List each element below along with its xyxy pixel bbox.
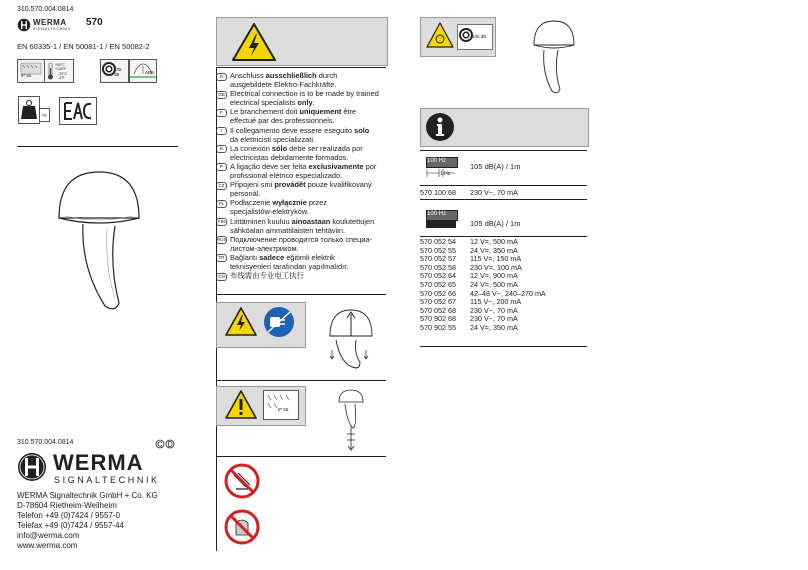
warning-text: profissional elétrico especializado.: [230, 171, 343, 181]
general-warning-icon: [224, 389, 258, 421]
standards-text: EN 60335-1 / EN 50081-1 / EN 50082-2: [17, 42, 150, 51]
warning-text: sadece: [259, 252, 285, 262]
article-number: 570 052 65: [420, 279, 456, 289]
warning-text: durch: [316, 71, 338, 80]
brand-large: WERMA: [53, 450, 144, 475]
voltage-current: 230 V~, 70 mA: [470, 188, 518, 197]
warning-text: por: [363, 161, 377, 171]
warning-text: Le branchement doit: [230, 107, 300, 117]
warning-text: 布线需由专业电工执行: [230, 271, 304, 281]
warning-text: personál.: [230, 189, 261, 199]
language-code-badge: I: [216, 127, 227, 135]
brand-small: WERMA: [33, 18, 67, 27]
address-line[interactable]: info@werma.com: [17, 531, 80, 540]
voltage-current: 24 V=, 350 mA: [470, 322, 518, 332]
warning-text: листом-электриком.: [230, 243, 299, 253]
ip-rating-small-icon: IP 55: [263, 390, 299, 420]
article-number: 570 052 57: [420, 254, 456, 264]
left-separator: [17, 146, 178, 147]
install-step-1: [216, 302, 386, 381]
warnings-list: [216, 67, 386, 295]
db-indicator-icon: 105 dB: [457, 24, 493, 50]
warning-item: [216, 107, 386, 125]
product-drawing-small: [528, 17, 576, 95]
install-step-2: [216, 386, 386, 457]
warning-text: solo: [354, 125, 370, 135]
warning-item: [216, 126, 386, 144]
warning-header-box: [216, 17, 388, 66]
warning-item: [216, 217, 386, 235]
warning-text: Připojeni smi: [230, 180, 275, 190]
warning-text: koulutettujen: [330, 216, 375, 226]
article-number: 570 052 68: [420, 305, 456, 315]
sound-level-icon: 105 dB: [100, 59, 129, 83]
language-code-badge: FIN: [217, 219, 226, 224]
abs-material-icon: ABS: [129, 59, 157, 83]
mount-orientation-drawing: [331, 388, 371, 454]
warning-text: provádět: [274, 180, 306, 190]
werma-logo-small: [17, 18, 31, 37]
language-code-badge: E: [216, 145, 227, 153]
address-line: Telefax +49 (0)7424 / 9557-44: [17, 521, 124, 530]
warning-text: uniquement: [299, 107, 342, 117]
warning-text: only: [297, 98, 313, 108]
article-number: 570 902 55: [420, 322, 456, 332]
article-number: 570 052 67: [420, 297, 456, 307]
voltage-current: 24 V=, 500 mA: [470, 279, 518, 289]
unscrew-dome-drawing: [326, 306, 376, 376]
voltage-current: 24 V=, 350 mA: [470, 245, 518, 255]
warning-item: [216, 253, 386, 271]
address-block: [17, 491, 158, 551]
no-cleaning-agent-icon: [224, 509, 260, 550]
brand-small-sub: SIGNALTECHNIK: [33, 27, 72, 31]
warning-item: [216, 71, 386, 89]
warning-text: electrical specialists: [230, 98, 298, 108]
info-icon: [425, 112, 455, 142]
no-drilling-icon: [224, 463, 260, 504]
warning-text: Bağlantı: [230, 252, 260, 262]
eac-mark-icon: [59, 97, 97, 125]
warning-item: [216, 271, 386, 281]
doc-number-top: 310.570.004.0814: [17, 6, 74, 13]
address-line[interactable]: www.werma.com: [17, 541, 78, 550]
warning-text: debe ser realizada por: [287, 143, 363, 153]
article-number: 570 052 66: [420, 288, 456, 298]
warning-text: wyłącznie: [272, 198, 307, 208]
voltage-current: 230 V=, 100 mA: [470, 262, 522, 272]
continuous-tone-icon: 100 Hz: [426, 210, 456, 230]
voltage-current: 12 V=, 500 mA: [470, 237, 518, 246]
language-code-badge: PL: [216, 200, 227, 208]
intermittent-tone-icon: 100 Hz 1 Hz: [426, 157, 456, 179]
temperature-range-icon: +50°C +140°F -20°C -4°F: [44, 59, 74, 83]
voltage-current: 230 V~, 70 mA: [470, 305, 518, 315]
warning-text: eğitimli elektrik: [284, 252, 335, 262]
table2-db: 105 dB(A) / 1m: [470, 219, 521, 228]
product-drawing-large: [55, 168, 145, 323]
warning-text: da elettricisti specializzati.: [230, 134, 316, 144]
warning-item: [216, 89, 386, 107]
table-row: [420, 324, 546, 333]
warning-item: [216, 144, 386, 162]
warning-text: ainoastaan: [291, 216, 331, 226]
high-voltage-warning-small-icon: [224, 306, 258, 338]
warning-text: Electrical connection is to be made by trained: [230, 89, 379, 99]
voltage-current: 12 V=, 900 mA: [470, 271, 518, 281]
language-code-badge: F: [216, 109, 227, 117]
copyright-marks: [155, 436, 177, 454]
warning-text: pouze kvalifikovaný: [305, 180, 372, 190]
article-number: 570 052 55: [420, 245, 456, 255]
weight-icon-box: [18, 96, 40, 124]
warning-text: sólo: [271, 143, 288, 153]
spec-icons: [17, 59, 177, 83]
ip-rating-icon: IP 55: [17, 59, 45, 83]
warning-item: [216, 180, 386, 198]
address-line: Telefon +49 (0)7424 / 9557-0: [17, 511, 120, 520]
warning-text: teknisyenleri tarafından yapılmalıdır.: [230, 261, 349, 271]
warning-text: Anschluss: [230, 71, 266, 80]
address-line: WERMA Signaltechnik GmbH + Co. KG: [17, 491, 158, 500]
language-code-badge: TR: [216, 254, 227, 262]
article-number: 570 052 58: [420, 262, 456, 272]
high-voltage-warning-icon: [231, 22, 277, 62]
werma-emblem-large-icon: [17, 452, 47, 482]
warning-text: Подключение проводится только специа-: [230, 234, 373, 244]
warning-text: exclusivamente: [308, 161, 364, 171]
voltage-current: 115 V~, 200 mA: [470, 297, 522, 307]
voltage-current: 42–48 V~, 240–270 mA: [470, 288, 546, 298]
weight-kg-label: kg: [39, 108, 50, 122]
warning-text: Liittäminen kuuluu: [230, 216, 292, 226]
warning-text: La conexión: [230, 143, 272, 153]
warning-text: sähköalan ammattilaisten tehtäviin.: [230, 225, 346, 235]
language-code-badge: GB: [216, 91, 227, 99]
voltage-current: 115 V=, 150 mA: [470, 254, 522, 264]
info-header-box: [420, 108, 589, 147]
warning-text: przez: [306, 198, 327, 208]
warning-text: Il collegamento deve essere eseguito: [230, 125, 355, 135]
tone-table-1: [420, 150, 587, 197]
article-number: 570 902 68: [420, 314, 456, 324]
warning-item: [216, 162, 386, 180]
model-number: 570: [86, 17, 103, 28]
table-row: [420, 189, 518, 198]
werma-logo-large: [17, 452, 47, 487]
warning-text: electricistas debidamente formados.: [230, 152, 349, 162]
warning-text: effectué par des professionnels.: [230, 116, 335, 126]
werma-emblem-icon: [17, 18, 31, 32]
warning-text: ausgebildete Elektro-Fachkräfte.: [230, 80, 337, 90]
language-code-badge: D: [216, 73, 227, 81]
language-code-badge: CN: [216, 273, 227, 281]
warning-text: être: [341, 107, 357, 117]
language-code-badge: RUS: [217, 237, 227, 243]
disconnect-power-icon: [262, 306, 296, 338]
tone-table-2: [420, 199, 587, 332]
article-number: 570 052 64: [420, 271, 456, 281]
warning-item: [216, 235, 386, 253]
hearing-warning-icon: [425, 21, 455, 51]
warning-text: specjalistów-elektryków.: [230, 207, 309, 217]
warning-text: A ligação deve ser feita: [230, 161, 309, 171]
sound-warning-box: [420, 17, 496, 57]
language-code-badge: CZ: [216, 182, 227, 190]
table1-db: 105 dB(A) / 1m: [470, 162, 521, 171]
warning-text: Podłączenie: [230, 198, 273, 208]
brand-large-sub: SIGNALTECHNIK: [54, 475, 160, 485]
warning-text: .: [312, 98, 315, 108]
address-line: D-78604 Rietheim-Weilheim: [17, 501, 117, 510]
article-number: 570 052 54: [420, 237, 456, 246]
warning-text: ausschließlich: [265, 71, 317, 80]
language-code-badge: P: [216, 163, 227, 171]
warning-item: [216, 198, 386, 216]
doc-number-bottom: 310.570.004.0814: [17, 439, 74, 446]
article-number: 570 100 68: [420, 188, 456, 197]
voltage-current: 230 V~, 70 mA: [470, 314, 518, 324]
